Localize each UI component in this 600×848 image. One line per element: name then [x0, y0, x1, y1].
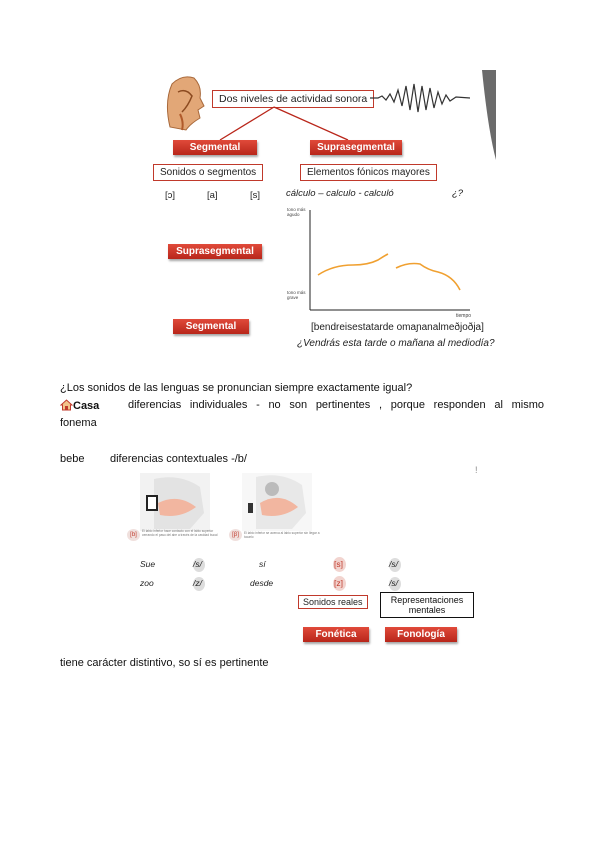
articulation-beta-illustration [242, 473, 312, 531]
suprasegmental-button: Suprasegmental [310, 140, 402, 155]
casa-line [60, 399, 544, 414]
fonetica-button: Fonética [303, 627, 369, 642]
bracket-s: [s] [334, 559, 343, 569]
phone-1: [ɔ] [165, 190, 176, 201]
tono-alto-label: tono más agudo [287, 207, 306, 217]
bebe-description: diferencias contextuales -/b/ [110, 453, 247, 465]
fonema-word: fonema [60, 417, 97, 429]
slash-s-3: /s/ [389, 578, 398, 588]
word-sue: Sue [140, 559, 156, 569]
home-icon [60, 399, 73, 414]
representaciones-box: Representaciones mentales [380, 592, 474, 618]
left-segmental-button: Segmental [173, 319, 249, 334]
tono-bajo-label: tono más grave [287, 290, 306, 300]
word-zoo: zoo [140, 578, 154, 588]
slash-s-1: /s/ [193, 559, 202, 569]
fonologia-button: Fonología [385, 627, 457, 642]
b-symbol: [b] [127, 529, 140, 541]
left-suprasegmental-button: Suprasegmental [168, 244, 262, 259]
elementos-box: Elementos fónicos mayores [300, 164, 437, 181]
corner-mark: ! [475, 465, 478, 475]
question-mark: ¿? [452, 188, 464, 199]
beta-caption: El labio inferior se acerca al labio superior sin llegar a tocarlo [244, 531, 320, 539]
question-line: ¿Los sonidos de las lenguas se pronuncian siempre exactamente igual? [60, 382, 413, 394]
sonidos-box: Sonidos o segmentos [153, 164, 263, 181]
title-box: Dos niveles de actividad sonora [212, 90, 374, 108]
calculo-text: cálculo – calculo - calculó [286, 188, 394, 199]
word-desde: desde [250, 578, 274, 588]
word-si: sí [259, 559, 266, 569]
casa-word: Casa [73, 400, 100, 412]
figure-fonetica-fonologia [122, 465, 482, 650]
connector-lines [160, 70, 495, 150]
figure-niveles-actividad [160, 70, 495, 360]
slash-z-1: /z/ [193, 578, 202, 588]
sonidos-reales-box: Sonidos reales [298, 595, 368, 609]
sentence-text: ¿Vendrás esta tarde o mañana al mediodía? [297, 338, 495, 349]
articulation-b-illustration [140, 473, 210, 531]
pitch-contour-chart [308, 210, 473, 315]
casa-description: diferencias individuales - no son pertinentes , porque responden al mismo [128, 399, 544, 411]
beta-symbol: [β] [229, 529, 242, 541]
transcription-text: [bendreisestatarde omaɲanalmeðjoðja] [311, 322, 484, 333]
final-line: tiene carácter distintivo, so sí es pertinente [60, 657, 269, 669]
bracket-z: [z] [334, 578, 343, 588]
phone-2: [a] [207, 190, 218, 201]
segmental-button: Segmental [173, 140, 257, 155]
bebe-word: bebe [60, 453, 85, 465]
phone-3: [s] [250, 190, 261, 201]
b-caption: El labio inferior hace contacto con el labio superior cerrando el paso del aire a través de la cavidad bucal [142, 529, 218, 537]
slash-s-2: /s/ [389, 559, 398, 569]
tiempo-label: tiempo [456, 313, 472, 319]
